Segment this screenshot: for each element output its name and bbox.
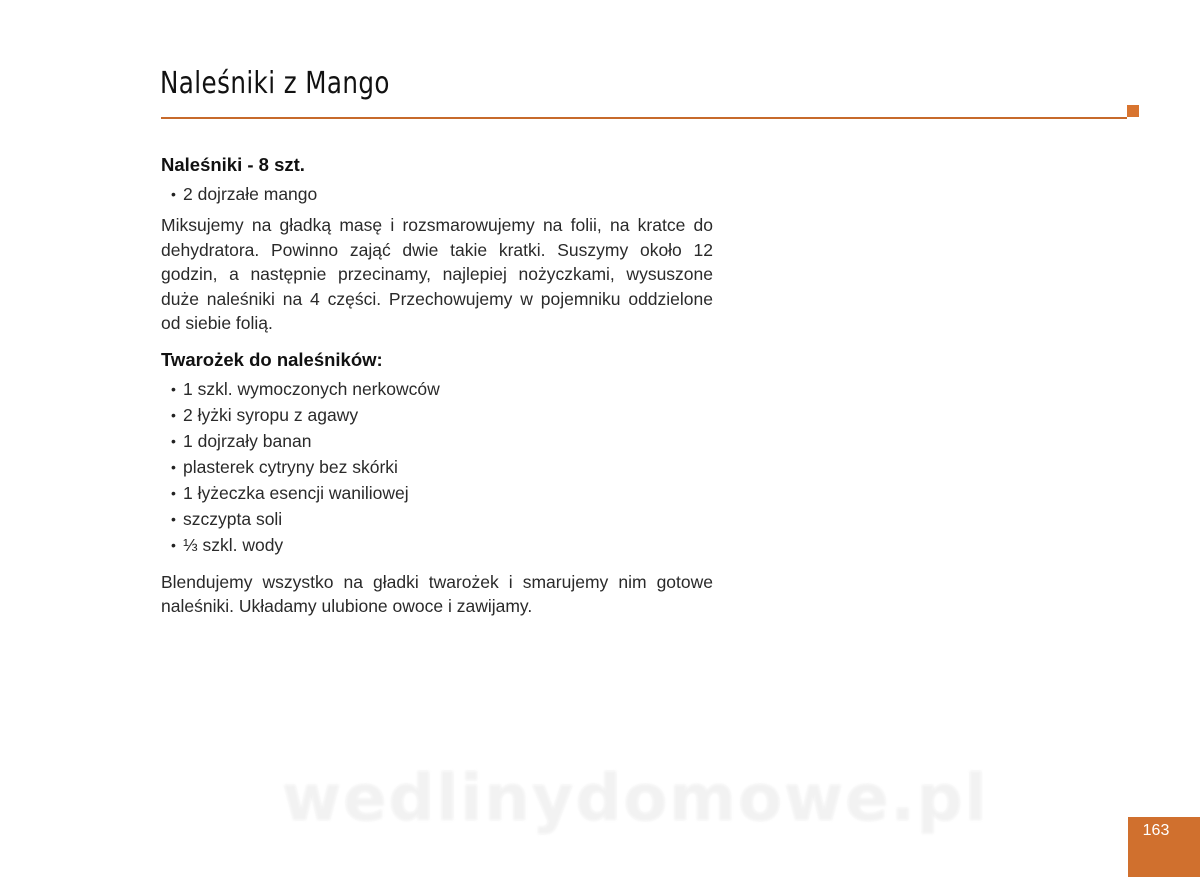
ingredient-list-cottage-cheese — [161, 376, 713, 558]
ingredient-list-pancakes — [161, 181, 713, 207]
instructions-pancakes: Miksujemy na gładką masę i rozsmarowujemy na folii, na kratce do dehydratora. Powinno zająć dwie takie kratki. Suszymy około 12 godzin, a następnie przecinamy, najlepiej nożyczkami, wysuszone duże naleśniki na 4 części. Przechowujemy w pojemniku oddzielone od siebie folią. — [161, 215, 713, 333]
watermark: wedlinydomowe.pl — [282, 762, 989, 836]
title-rule — [161, 117, 1127, 119]
list-item: • 1 dojrzały banan — [161, 428, 713, 454]
section-heading-pancakes: Naleśniki - 8 szt. — [161, 154, 305, 175]
section-heading-cottage-cheese: Twarożek do naleśników: — [161, 348, 383, 370]
list-item: • szczypta soli — [161, 506, 713, 532]
page-number: 163 — [1142, 822, 1170, 839]
list-item: • 1 szkl. wymoczonych nerkowców — [161, 376, 713, 402]
rule-end-square — [1127, 105, 1139, 117]
page-title: Naleśniki z Mango — [160, 66, 390, 101]
instructions-cottage-cheese: Blendujemy wszystko na gładki twarożek i smarujemy nim gotowe naleśniki. Układamy ulubione owoce i zawijamy. — [161, 571, 713, 616]
recipe-content — [161, 152, 713, 619]
list-item: • 1 łyżeczka esencji waniliowej — [161, 480, 713, 506]
page-number-box — [1128, 817, 1200, 877]
list-item: • 2 dojrzałe mango — [161, 181, 713, 207]
list-item: • 2 łyżki syropu z agawy — [161, 402, 713, 428]
list-item: • ⅓ szkl. wody — [161, 532, 713, 558]
list-item: • plasterek cytryny bez skórki — [161, 454, 713, 480]
